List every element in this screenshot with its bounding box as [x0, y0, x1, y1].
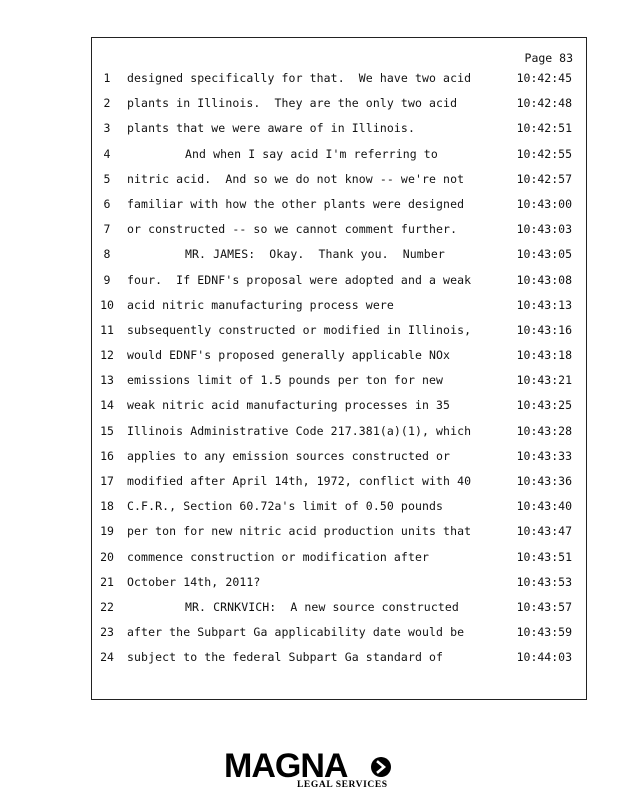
- transcript-page: [91, 37, 587, 700]
- transcript-line: [92, 196, 586, 221]
- line-number: 5: [103, 171, 111, 186]
- line-number: 19: [100, 524, 114, 539]
- line-number: 1: [103, 71, 111, 85]
- line-number: 22: [100, 599, 114, 614]
- transcript-line: [92, 120, 586, 145]
- transcript-line: [92, 599, 586, 624]
- timestamp: 10:43:13: [516, 297, 572, 312]
- line-text: subject to the federal Subpart Ga standard of: [127, 650, 444, 665]
- transcript-line: [92, 297, 586, 322]
- transcript-line: [92, 574, 586, 599]
- timestamp: 10:43:33: [516, 448, 572, 463]
- transcript-line: [92, 397, 586, 422]
- transcript-line: [92, 473, 586, 498]
- line-number: 24: [100, 650, 114, 665]
- transcript-line: [92, 649, 586, 674]
- line-text: acid nitric manufacturing process were: [127, 297, 394, 312]
- line-number: 10: [100, 297, 114, 312]
- timestamp: 10:43:51: [516, 549, 572, 564]
- line-number: 20: [100, 549, 114, 564]
- timestamp: 10:43:59: [516, 625, 572, 640]
- timestamp: 10:43:53: [516, 574, 572, 589]
- transcript-line: [92, 70, 586, 95]
- timestamp: 10:42:48: [516, 96, 572, 111]
- page-number: Page 83: [524, 51, 573, 65]
- timestamp: 10:42:45: [516, 71, 572, 85]
- line-text: would EDNF's proposed generally applicable NOx: [127, 348, 451, 363]
- line-number: 6: [103, 196, 111, 211]
- transcript-line: [92, 372, 586, 397]
- line-number: 2: [103, 96, 111, 111]
- magna-logo: [224, 748, 399, 796]
- transcript-line: [92, 272, 586, 297]
- line-text: October 14th, 2011?: [127, 574, 261, 589]
- timestamp: 10:43:40: [516, 499, 572, 514]
- timestamp: 10:43:16: [516, 322, 572, 337]
- line-number: 15: [100, 423, 114, 438]
- line-number: 11: [100, 322, 114, 337]
- transcript-line: [92, 95, 586, 120]
- timestamp: 10:43:05: [516, 247, 572, 262]
- transcript-line: [92, 423, 586, 448]
- line-text: modified after April 14th, 1972, conflict with 40: [127, 474, 472, 488]
- logo-subtitle: LEGAL SERVICES: [297, 780, 388, 790]
- line-number: 7: [103, 222, 111, 237]
- transcript-line: [92, 347, 586, 372]
- line-number: 4: [103, 146, 111, 161]
- logo-wordmark: MAGNA: [224, 747, 348, 785]
- line-text: applies to any emission sources constructed or: [127, 448, 451, 463]
- transcript-line: [92, 171, 586, 196]
- line-number: 16: [100, 448, 114, 463]
- timestamp: 10:43:18: [516, 348, 572, 363]
- timestamp: 10:42:57: [516, 171, 572, 186]
- timestamp: 10:43:36: [516, 474, 572, 488]
- timestamp: 10:42:51: [516, 121, 572, 136]
- transcript-line: [92, 448, 586, 473]
- timestamp: 10:43:28: [516, 423, 572, 438]
- line-text: nitric acid. And so we do not know -- we're not: [127, 171, 465, 186]
- line-number: 12: [100, 348, 114, 363]
- line-text: or constructed -- so we cannot comment further.: [127, 222, 458, 237]
- line-text: after the Subpart Ga applicability date would be: [127, 625, 465, 640]
- timestamp: 10:43:00: [516, 196, 572, 211]
- line-text: And when I say acid I'm referring to: [185, 146, 438, 161]
- line-number: 3: [103, 121, 111, 136]
- line-text: plants that we were aware of in Illinois.: [127, 121, 415, 136]
- arrow-circle-icon: [370, 756, 392, 778]
- line-text: designed specifically for that. We have two acid: [127, 71, 472, 85]
- line-text: per ton for new nitric acid production units that: [127, 524, 472, 539]
- line-number: 21: [100, 574, 114, 589]
- line-text: Illinois Administrative Code 217.381(a)(1), which: [127, 423, 472, 438]
- line-text: four. If EDNF's proposal were adopted and a weak: [127, 272, 472, 287]
- line-number: 23: [100, 625, 114, 640]
- line-number: 13: [100, 373, 114, 388]
- line-number: 18: [100, 499, 114, 514]
- transcript-line: [92, 246, 586, 271]
- line-text: commence construction or modification after: [127, 549, 430, 564]
- transcript-line: [92, 322, 586, 347]
- transcript-line: [92, 498, 586, 523]
- line-number: 17: [100, 474, 114, 488]
- line-text: plants in Illinois. They are the only two acid: [127, 96, 458, 111]
- line-text: subsequently constructed or modified in Illinois,: [127, 322, 472, 337]
- line-text: MR. JAMES: Okay. Thank you. Number: [185, 247, 445, 262]
- timestamp: 10:43:08: [516, 272, 572, 287]
- timestamp: 10:42:55: [516, 146, 572, 161]
- timestamp: 10:43:57: [516, 599, 572, 614]
- timestamp: 10:43:47: [516, 524, 572, 539]
- line-text: MR. CRNKVICH: A new source constructed: [185, 599, 459, 614]
- transcript-line: [92, 549, 586, 574]
- line-number: 9: [103, 272, 111, 287]
- transcript-lines: [92, 70, 586, 675]
- line-number: 14: [100, 398, 114, 413]
- line-text: familiar with how the other plants were designed: [127, 196, 465, 211]
- timestamp: 10:43:21: [516, 373, 572, 388]
- transcript-line: [92, 523, 586, 548]
- timestamp: 10:43:25: [516, 398, 572, 413]
- line-text: emissions limit of 1.5 pounds per ton for new: [127, 373, 444, 388]
- transcript-line: [92, 221, 586, 246]
- line-number: 8: [103, 247, 111, 262]
- line-text: weak nitric acid manufacturing processes in 35: [127, 398, 451, 413]
- timestamp: 10:43:03: [516, 222, 572, 237]
- line-text: C.F.R., Section 60.72a's limit of 0.50 pounds: [127, 499, 444, 514]
- timestamp: 10:44:03: [516, 650, 572, 665]
- transcript-line: [92, 624, 586, 649]
- transcript-line: [92, 146, 586, 171]
